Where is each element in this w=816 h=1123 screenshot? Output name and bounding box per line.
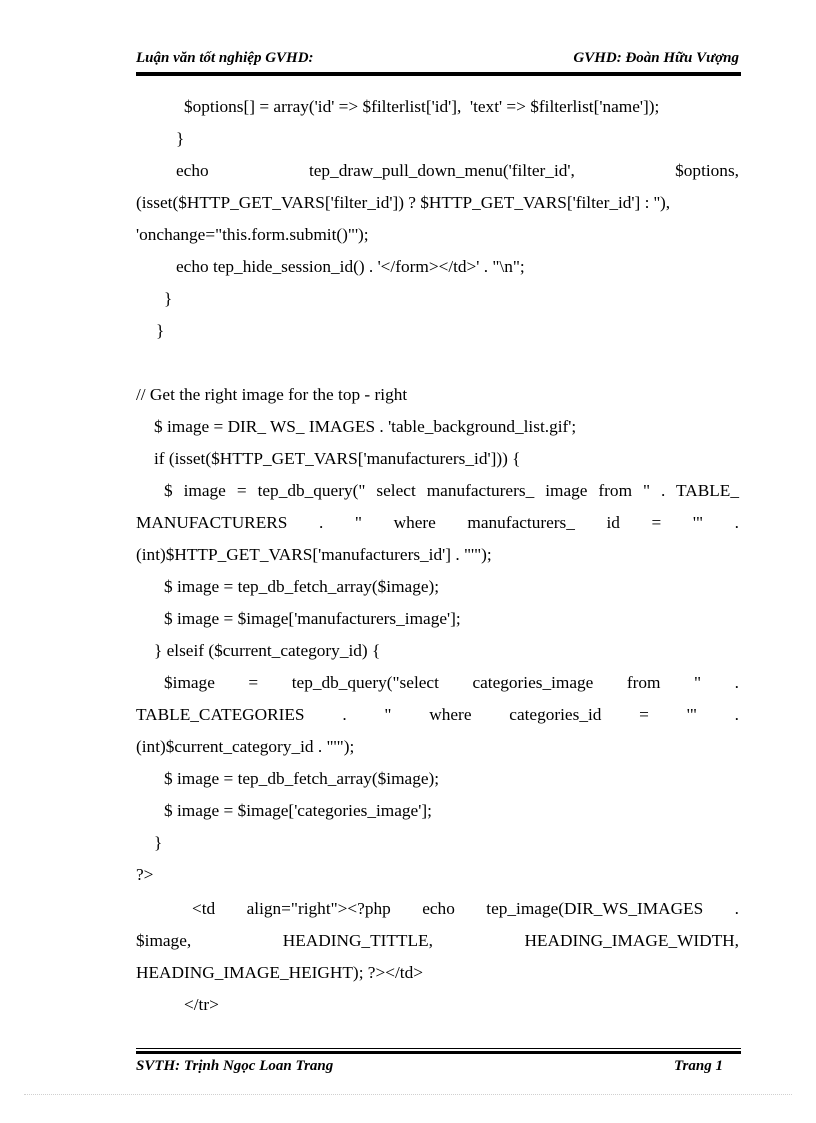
code-line: (int)$HTTP_GET_VARS['manufacturers_id'] . "'"); <box>136 545 492 564</box>
code-line: 'onchange="this.form.submit()"'); <box>136 225 369 244</box>
code-line: (isset($HTTP_GET_VARS['filter_id']) ? $HTTP_GET_VARS['filter_id'] : ''), <box>136 193 671 212</box>
code-line: (int)$current_category_id . "'"); <box>136 737 355 756</box>
code-line: } elseif ($current_category_id) { <box>154 641 381 660</box>
code-line: <td align="right"><?php echo tep_image(DIR_WS_IMAGES . <box>192 899 739 918</box>
code-line: $image = tep_db_query("select categories_image from " . <box>164 673 739 692</box>
code-line: $ image = DIR_ WS_ IMAGES . 'table_background_list.gif'; <box>154 417 577 436</box>
code-line: MANUFACTURERS . " where manufacturers_ id = '" . <box>136 513 739 532</box>
code-line: $image, HEADING_TITTLE, HEADING_IMAGE_WIDTH, <box>136 931 739 950</box>
code-line: $ image = tep_db_fetch_array($image); <box>164 769 440 788</box>
code-line: </tr> <box>184 995 219 1014</box>
header-rule <box>136 72 741 76</box>
page-number: Trang 1 <box>673 1058 723 1074</box>
header-thesis-title: Luận văn tốt nghiệp GVHD: <box>136 50 314 66</box>
page-header <box>136 48 741 70</box>
code-line: echo tep_hide_session_id() . '</form></td>' . "\n"; <box>176 257 525 276</box>
code-line: if (isset($HTTP_GET_VARS['manufacturers_id'])) { <box>154 449 521 468</box>
code-line: HEADING_IMAGE_HEIGHT); ?></td> <box>136 963 423 982</box>
code-line: echo tep_draw_pull_down_menu('filter_id', $options, <box>176 161 739 180</box>
footer-student: SVTH: Trịnh Ngọc Loan Trang <box>136 1058 334 1074</box>
code-line: } <box>156 321 165 340</box>
code-line: $ image = $image['categories_image']; <box>164 801 432 820</box>
code-line: } <box>164 289 173 308</box>
footer-rule <box>136 1048 741 1054</box>
code-line: } <box>176 129 185 148</box>
page-footer <box>136 1056 741 1078</box>
code-line: $options[] = array('id' => $filterlist['id'], 'text' => $filterlist['name']); <box>184 97 660 116</box>
code-line: $ image = tep_db_fetch_array($image); <box>164 577 440 596</box>
code-comment: // Get the right image for the top - right <box>136 385 408 404</box>
code-line: $ image = tep_db_query(" select manufacturers_ image from " . TABLE_ <box>164 481 739 500</box>
code-line: TABLE_CATEGORIES . " where categories_id = '" . <box>136 705 739 724</box>
code-line: $ image = $image['manufacturers_image']; <box>164 609 461 628</box>
code-line: } <box>154 833 163 852</box>
code-line: ?> <box>136 865 154 884</box>
header-supervisor: GVHD: Đoàn Hữu Vượng <box>573 50 739 66</box>
page-break-line <box>24 1094 792 1095</box>
